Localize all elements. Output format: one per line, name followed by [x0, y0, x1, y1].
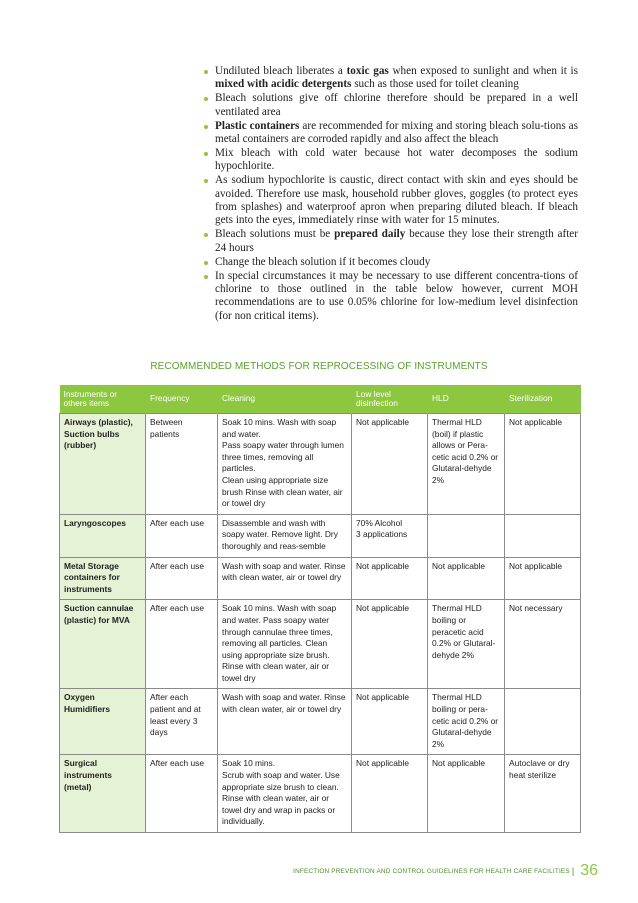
item-name-cell: Suction cannulae (plastic) for MVA	[60, 600, 146, 689]
footer-separator: |	[571, 866, 575, 876]
bullet-emphasis: mixed with acidic detergents	[215, 78, 352, 91]
reprocessing-table	[59, 385, 581, 833]
bullet-dot-icon	[204, 275, 208, 279]
table-cell: Not applicable	[352, 414, 428, 515]
bullet-dot-icon	[204, 179, 208, 183]
column-header: Frequency	[146, 385, 218, 414]
bullet-item	[204, 228, 578, 255]
column-header: HLD	[428, 385, 505, 414]
item-name-cell: Laryngoscopes	[60, 514, 146, 557]
bullet-text: because they lose their strength after 24 hours	[215, 228, 578, 254]
bullet-dot-icon	[204, 125, 208, 129]
item-name-cell: Oxygen Humidifiers	[60, 689, 146, 755]
table-title: RECOMMENDED METHODS FOR REPROCESSING OF INSTRUMENTS	[150, 361, 488, 372]
column-header: Instruments or others items	[60, 385, 146, 414]
bullet-item	[204, 270, 578, 324]
bullet-text: are recommended for mixing and storing bleach solu-tions as metal containers are corroded rapidly and also affect the bleach	[215, 119, 578, 146]
column-header: Cleaning	[218, 385, 352, 414]
column-header: Low level disinfection	[352, 385, 428, 414]
table-cell: Not necessary	[505, 600, 581, 689]
item-name-cell: Metal Storage containers for instruments	[60, 557, 146, 600]
table-row	[60, 557, 581, 600]
table-cell	[505, 689, 581, 755]
table-cell: After each patient and at least every 3 days	[146, 689, 218, 755]
table-cell	[428, 514, 505, 557]
table-cell: Disassemble and wash with soapy water. Remove light. Dry thoroughly and reas-semble	[218, 514, 352, 557]
table-cell: Not applicable	[505, 557, 581, 600]
table-cell: 70% Alcohol 3 applications	[352, 514, 428, 557]
bullet-dot-icon	[204, 70, 208, 74]
page-number: 36	[580, 862, 598, 879]
table-cell: After each use	[146, 557, 218, 600]
bullet-emphasis: toxic gas	[346, 65, 389, 77]
item-name-cell: Surgical instruments (metal)	[60, 755, 146, 833]
table-cell: Soak 10 mins. Wash with soap and water. Pass soapy water through lumen three times, removing all particles. Clean using appropriate size brush Rinse with clean water, air or towel dry	[218, 414, 352, 515]
table-cell: Wash with soap and water. Rinse with clean water, air or towel dry	[218, 689, 352, 755]
table-row	[60, 514, 581, 557]
table-cell: Soak 10 mins. Wash with soap and water. Pass soapy water through cannulae three times, removing all particles. Clean using appropriate size brush. Rinse with clean water, air or towel dry	[218, 600, 352, 689]
item-name-cell: Airways (plastic), Suction bulbs (rubber)	[60, 414, 146, 515]
column-header: Sterilization	[505, 385, 581, 414]
bullet-text: Undiluted bleach liberates a	[215, 65, 347, 77]
table-header-row	[60, 385, 581, 414]
table-cell: Not applicable	[428, 557, 505, 600]
table-row	[60, 689, 581, 755]
table-cell: Soak 10 mins. Scrub with soap and water. Use appropriate size brush to clean. Rinse with clean water, air or towel dry and wrap in packs or individually.	[218, 755, 352, 833]
table-cell: Not applicable	[352, 600, 428, 689]
bullet-item	[204, 120, 578, 147]
bullet-dot-icon	[204, 97, 208, 101]
bullet-text: Bleach solutions give off chlorine therefore should be prepared in a well ventilated area	[215, 92, 578, 118]
bullet-text: such as those used for toilet cleaning	[351, 78, 519, 91]
table-cell: Thermal HLD boiling or pera-cetic acid 0.2% or Glutaral-dehyde 2%	[428, 689, 505, 755]
bullet-text: Mix bleach with cold water because hot water decomposes the sodium hypochlorite.	[215, 146, 578, 173]
table-cell: Autoclave or dry heat sterilize	[505, 755, 581, 833]
bullet-item	[204, 92, 578, 119]
bullet-text: Bleach solutions must be	[215, 228, 335, 241]
table-cell: After each use	[146, 755, 218, 833]
bullet-list	[204, 65, 578, 324]
bullet-emphasis: Plastic containers	[215, 119, 300, 132]
bullet-emphasis: prepared daily	[334, 228, 406, 241]
table-row	[60, 414, 581, 515]
bullet-text: In special circumstances it may be necessary to use different concentra-tions of chlorine to those outlined in the table below however, current MOH recommendations are to use 0.05% chlorine for low-medium level disinfection (for non critical items).	[215, 269, 578, 322]
page-footer	[293, 862, 598, 880]
table-cell: Not applicable	[352, 557, 428, 600]
bullet-dot-icon	[204, 152, 208, 156]
table-cell	[505, 514, 581, 557]
table-cell: Thermal HLD boiling or peracetic acid 0.2% or Glutaral-dehyde 2%	[428, 600, 505, 689]
bullet-item	[204, 174, 578, 228]
table-row	[60, 600, 581, 689]
table-cell: Thermal HLD (boil) if plastic allows or Pera-cetic acid 0.2% or Glutaral-dehyde 2%	[428, 414, 505, 515]
bullet-text: Change the bleach solution if it becomes cloudy	[215, 255, 431, 268]
bullet-dot-icon	[204, 261, 208, 265]
table-cell: Between patients	[146, 414, 218, 515]
table-cell: Not applicable	[505, 414, 581, 515]
table-cell: Wash with soap and water. Rinse with clean water, air or towel dry	[218, 557, 352, 600]
table-cell: After each use	[146, 600, 218, 689]
table-cell: Not applicable	[428, 755, 505, 833]
bullet-item	[204, 147, 578, 174]
table-row	[60, 755, 581, 833]
bullet-item	[204, 256, 578, 269]
bullet-text: when exposed to sunlight and when it is	[388, 65, 579, 77]
footer-title: INFECTION PREVENTION AND CONTROL GUIDELINES FOR HEALTH CARE FACILITIES	[293, 867, 570, 875]
table-cell: After each use	[146, 514, 218, 557]
bullet-text: As sodium hypochlorite is caustic, direct contact with skin and eyes should be avoided. Therefore use mask, household rubber gloves, goggles (to protect eyes from splashes) and waterproof apron when preparing diluted bleach. If bleach gets into the eyes, immediately rinse with water for 15 minutes.	[215, 174, 578, 227]
bullet-dot-icon	[204, 233, 208, 237]
table-cell: Not applicable	[352, 689, 428, 755]
bullet-item	[204, 65, 578, 92]
table-cell: Not applicable	[352, 755, 428, 833]
